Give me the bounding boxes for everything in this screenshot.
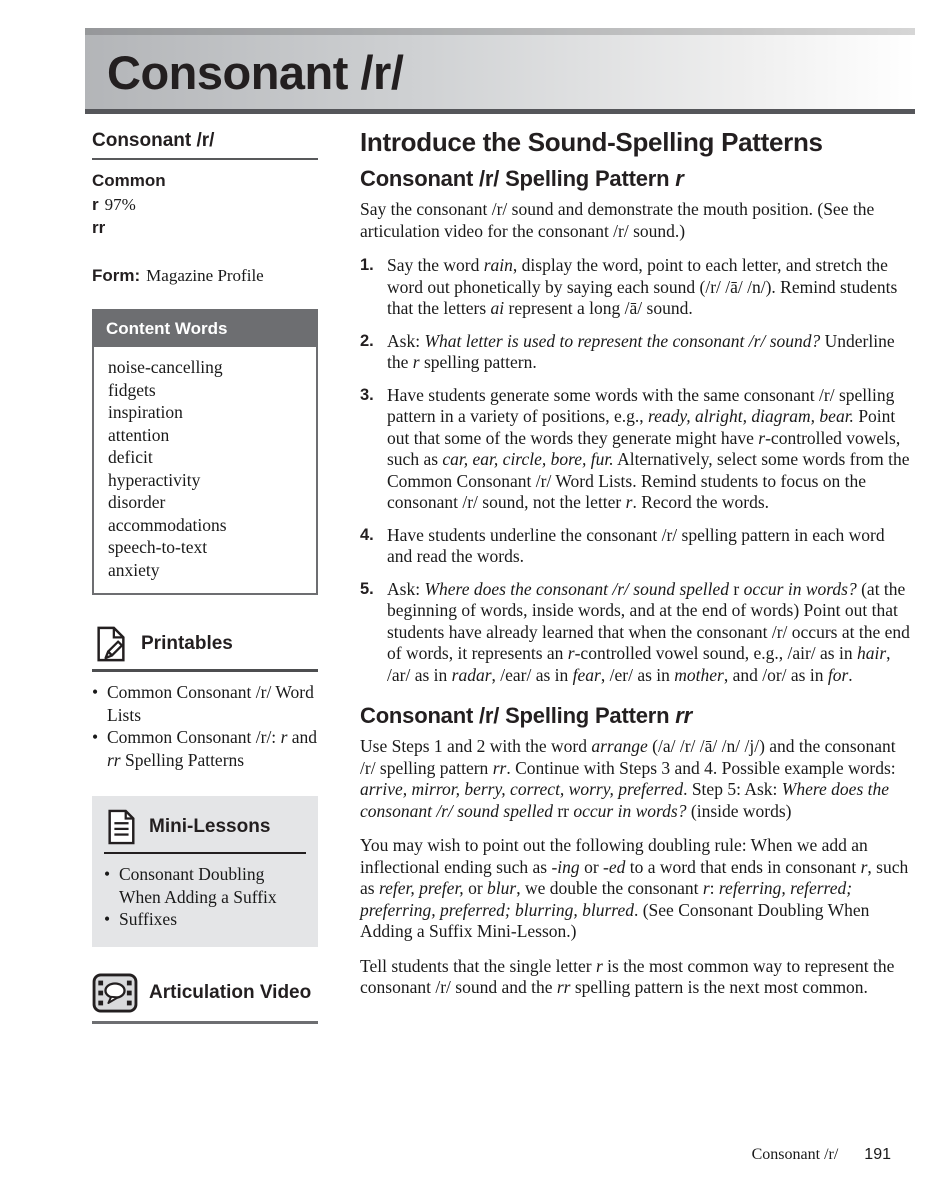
step-number: 3. (360, 385, 374, 404)
content-word: noise-cancelling (108, 357, 223, 377)
frequency-label: Common (92, 171, 166, 190)
step-text: Ask: Where does the consonant /r/ sound spelled r occur in words? (at the beginning of words, inside words, and at the end of words) Point out that students have already learned that when the consonant /r/ occurs at the end of words, it represents an r-controlled vowel sound, e.g., /air/ as in hair, /ar/ as in radar, /ear/ as in fear, /er/ as in mother, and /or/ as in for. (387, 578, 910, 685)
main-content (360, 127, 914, 1012)
printables-section (92, 625, 318, 771)
frequency-block (92, 169, 318, 239)
sidebar-title: Consonant /r/ (92, 130, 318, 160)
printables-header (92, 625, 318, 672)
paragraph: Tell students that the single letter r is the most common way to represent the consonant /r/ sound and the rr spelling pattern is the next most common. (360, 955, 895, 997)
content-word: anxiety (108, 559, 160, 580)
step-text: Say the word rain, display the word, point to each letter, and stretch the word out phonetically by saying each sound (/r/ /ā/ /n/). Remind students that the letters ai represent a long /ā/ sound. (387, 255, 898, 318)
section-rr-heading: Consonant /r/ Spelling Pattern rr (360, 703, 693, 728)
lesson-document-icon (104, 808, 138, 846)
content-word: deficit (108, 447, 153, 467)
content-word: fidgets (108, 379, 156, 400)
mini-lessons-list (104, 863, 306, 931)
content-words-box (92, 309, 318, 595)
step-item (360, 331, 914, 374)
main-heading: Introduce the Sound-Spelling Patterns (360, 127, 823, 157)
step-item (360, 525, 914, 568)
form-label: Form: (92, 266, 141, 285)
mini-lessons-section (92, 796, 318, 947)
content-word: attention (108, 424, 170, 445)
step-text: Ask: What letter is used to represent the consonant /r/ sound? Underline the r spelling pattern. (387, 330, 895, 372)
paragraph: Use Steps 1 and 2 with the word arrange (/a/ /r/ /ā/ /n/ /j/) and the consonant /r/ spelling pattern rr. Continue with Steps 3 and 4. Possible example words: arrive, mirror, berry, correct, worry, preferred. Step 5: Ask: Where does the consonant /r/ sound spelled rr occur in words? (inside words) (360, 736, 896, 821)
form-value: Magazine Profile (146, 266, 264, 285)
spelling-frequency-row (92, 193, 318, 216)
spelling-grapheme: rr (92, 218, 106, 237)
printables-item (92, 726, 318, 771)
spelling-percent: 97% (104, 195, 136, 214)
bullet-marker (104, 908, 119, 931)
spelling-grapheme: r (92, 195, 99, 214)
sidebar (92, 130, 318, 1024)
content-word: disorder (108, 492, 166, 512)
page-title: Consonant /r/ (107, 45, 404, 99)
step-item (360, 579, 914, 687)
articulation-video-title: Articulation Video (149, 981, 312, 1003)
step-item (360, 385, 914, 514)
mini-lessons-item-text: Suffixes (119, 909, 178, 929)
step-text: Have students underline the consonant /r/ spelling pattern in each word and read the words. (387, 524, 885, 566)
section-rr-paragraphs (360, 736, 914, 999)
step-number: 2. (360, 331, 374, 350)
step-text: Have students generate some words with the same consonant /r/ spelling pattern in a variety of positions, e.g., ready, alright, diagram, bear. Point out that some of the words they generate might have r-controlled vowels, such as car, ear, circle, bore, fur. Alternatively, select some words from the Common Consonant /r/ Word Lists. Remind students to focus on the consonant /r/ sound, not the letter r. Record the words. (387, 384, 910, 512)
form-line (92, 266, 318, 286)
mini-lessons-title: Mini-Lessons (149, 816, 271, 837)
section-r-heading: Consonant /r/ Spelling Pattern r (360, 166, 684, 191)
content-words-header: Content Words (94, 311, 316, 347)
page-footer (752, 1146, 891, 1164)
printable-page-pencil-icon (92, 625, 130, 663)
mini-lessons-item (104, 908, 306, 931)
film-speech-bubble-icon (92, 973, 138, 1013)
printables-item (92, 681, 318, 726)
spelling-frequency-list (92, 193, 318, 239)
mini-lessons-header (104, 808, 306, 854)
paragraph: You may wish to point out the following doubling rule: When we add an inflectional ending such as -ing or -ed to a word that ends in consonant r, such as refer, prefer, or blur, we double the consonant r: referring, referred; preferring, preferred; blurring, blurred. (See Consonant Doubling When Adding a Suffix Mini-Lesson.) (360, 835, 909, 941)
page-banner (85, 28, 915, 114)
step-item (360, 255, 914, 320)
content-word: inspiration (108, 402, 183, 422)
articulation-video-header (92, 973, 318, 1024)
content-word: speech-to-text (108, 537, 208, 557)
spelling-frequency-row (92, 216, 318, 239)
content-word: hyperactivity (108, 469, 201, 490)
printables-item-text: Common Consonant /r/ Word Lists (107, 682, 314, 725)
printables-item-text: Common Consonant /r/: r and rr Spelling Patterns (107, 727, 318, 770)
mini-lessons-item-text: Consonant Doubling When Adding a Suffix (119, 864, 277, 907)
step-number: 4. (360, 525, 374, 544)
bullet-marker (104, 863, 119, 908)
footer-page-number: 191 (864, 1146, 891, 1163)
content-words-list (94, 347, 316, 593)
step-number: 5. (360, 579, 374, 598)
section-r-steps (360, 255, 914, 686)
mini-lessons-item (104, 863, 306, 908)
footer-section-name: Consonant /r/ (751, 1146, 839, 1163)
articulation-video-section (92, 973, 318, 1024)
printables-title: Printables (141, 633, 233, 654)
step-number: 1. (360, 256, 374, 274)
content-word: accommodations (108, 514, 227, 535)
bullet-marker (92, 726, 107, 771)
section-r-intro: Say the consonant /r/ sound and demonstrate the mouth position. (See the articulation video for the consonant /r/ sound.) (360, 199, 875, 241)
bullet-marker (92, 681, 107, 726)
printables-list (92, 681, 318, 771)
